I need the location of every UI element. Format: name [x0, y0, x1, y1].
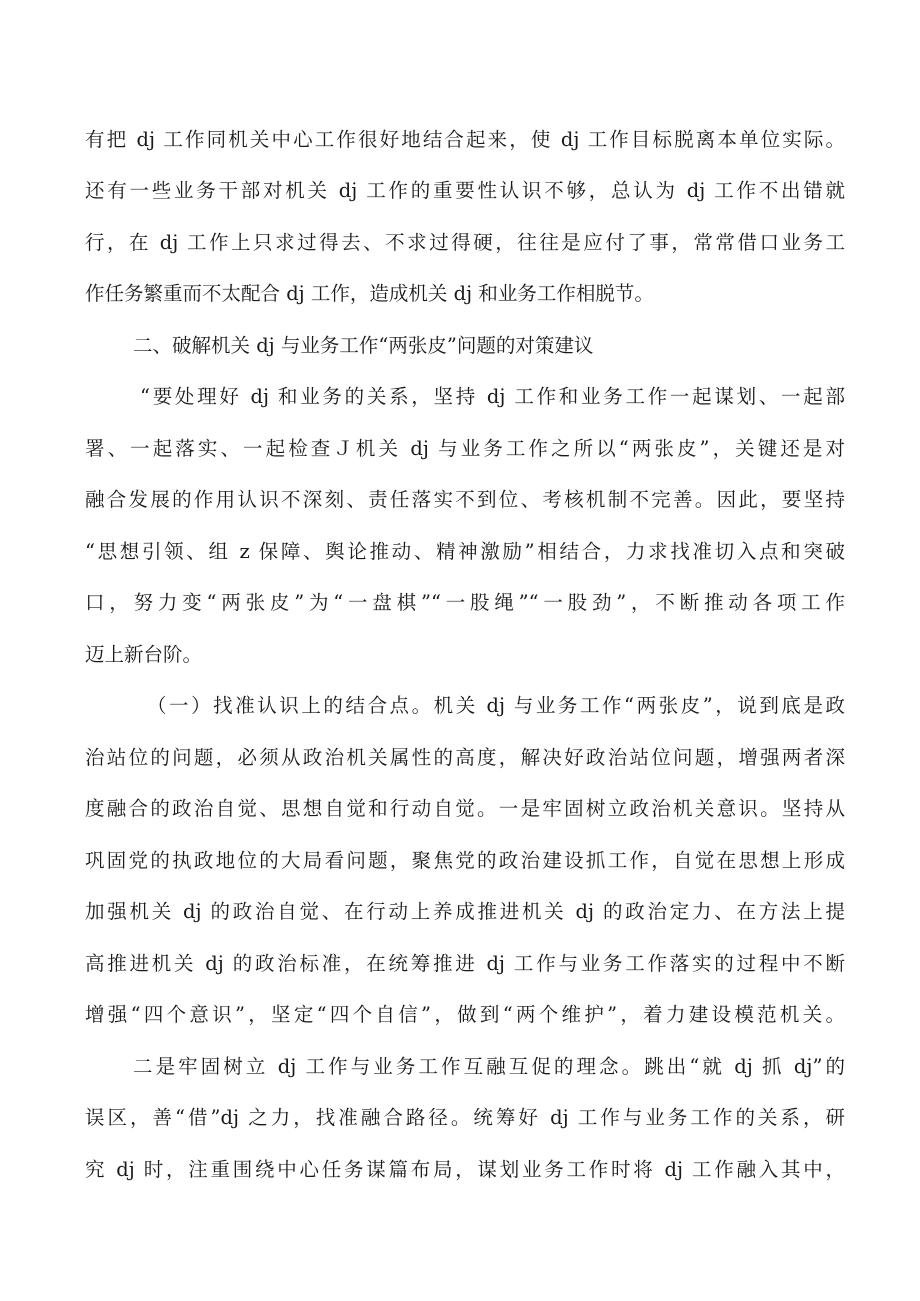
paragraph-line-10: 口，努力变“两张皮”为“一盘棋”“一股绳”“一股劲”，不断推动各项工作 [85, 591, 845, 614]
paragraph-line-19: 二是牢固树立 dj 工作与业务工作互融互促的理念。跳出“就 dj 抓 dj”的 [133, 1055, 845, 1078]
subsection-heading-line: （一）找准认识上的结合点。机关 dj 与业务工作“两张皮”，说到底是政 [147, 694, 845, 717]
section-heading: 二、破解机关 dj 与业务工作“两张皮”问题的对策建议 [133, 334, 594, 357]
paragraph-line-3: 行，在 dj 工作上只求过得去、不求过得硬，往往是应付了事，常常借口业务工 [85, 231, 845, 254]
paragraph-line-14: 度融合的政治自觉、思想自觉和行动自觉。一是牢固树立政治机关意识。坚持从 [85, 797, 845, 820]
paragraph-line-7: 署、一起落实、一起检查Ｊ机关 dj 与业务工作之所以“两张皮”，关键还是对 [85, 437, 845, 460]
paragraph-line-4: 作任务繁重而不太配合 dj 工作，造成机关 dj 和业务工作相脱节。 [85, 282, 654, 305]
paragraph-line-17: 高推进机关 dj 的政治标准，在统筹推进 dj 工作与业务工作落实的过程中不断 [85, 952, 845, 975]
paragraph-line-20: 误区，善“借”dj 之力，找准融合路径。统筹好 dj 工作与业务工作的关系，研 [85, 1106, 845, 1129]
paragraph-line-18: 增强“四个意识”，坚定“四个自信”，做到“两个维护”，着力建设模范机关。 [85, 1003, 845, 1026]
paragraph-line-16: 加强机关 dj 的政治自觉、在行动上养成推进机关 dj 的政治定力、在方法上提 [85, 900, 845, 923]
paragraph-line-1: 有把 dj 工作同机关中心工作很好地结合起来，使 dj 工作目标脱离本单位实际。 [85, 128, 845, 151]
paragraph-line-15: 巩固党的执政地位的大局看问题，聚焦党的政治建设抓工作，自觉在思想上形成 [85, 849, 845, 872]
paragraph-line-2: 还有一些业务干部对机关 dj 工作的重要性认识不够，总认为 dj 工作不出错就 [85, 179, 845, 202]
paragraph-line-11: 迈上新台阶。 [85, 643, 203, 666]
paragraph-line-6: “要处理好 dj 和业务的关系，坚持 dj 工作和业务工作一起谋划、一起部 [140, 385, 845, 408]
paragraph-line-8: 融合发展的作用认识不深刻、责任落实不到位、考核机制不完善。因此，要坚持 [85, 488, 845, 511]
paragraph-line-13: 治站位的问题，必须从政治机关属性的高度，解决好政治站位问题，增强两者深 [85, 746, 845, 769]
paragraph-line-9: “思想引领、组 z 保障、舆论推动、精神激励”相结合，力求找准切入点和突破 [85, 540, 845, 563]
paragraph-line-21: 究 dj 时，注重围绕中心任务谋篇布局，谋划业务工作时将 dj 工作融入其中， [85, 1158, 845, 1181]
